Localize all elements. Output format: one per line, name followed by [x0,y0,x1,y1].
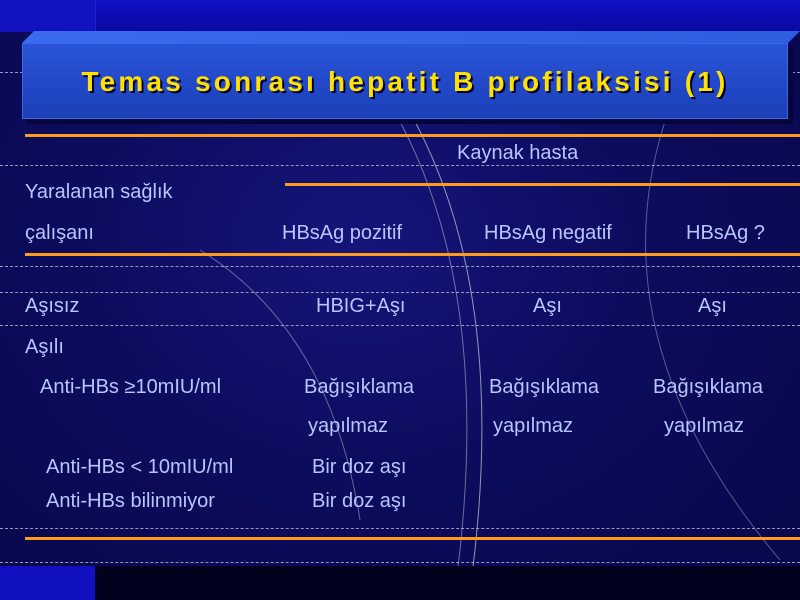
rule-header [285,183,800,186]
table-cell: Bir doz aşı [312,456,407,478]
table-cell: Aşı [698,295,727,317]
dash-line [0,292,800,293]
table-cell: yapılmaz [308,415,389,437]
row-header-line1: Yaralanan sağlık [25,181,173,203]
dash-line [0,562,800,563]
table-cell: Aşı [533,295,562,317]
table-cell: HBIG+Aşı [316,295,406,317]
rule-bottom [25,537,800,540]
table-cell: Bir doz aşı [312,490,407,512]
table-cell: yapılmaz [493,415,574,437]
column-header: HBsAg negatif [484,222,612,244]
table-cell: yapılmaz [664,415,745,437]
rule-top [25,134,800,137]
row-label: Aşısız [25,295,80,317]
row-header-line2: çalışanı [25,222,94,244]
table-cell: Bağışıklama [304,376,415,398]
column-header: HBsAg ? [686,222,765,244]
table-cell: Bağışıklama [653,376,764,398]
row-label: Anti-HBs ≥10mIU/ml [40,376,222,398]
group-header: Kaynak hasta [457,142,579,164]
title-box [22,43,788,119]
row-label: Anti-HBs bilinmiyor [46,490,215,512]
table-cell: Bağışıklama [489,376,600,398]
slide-title: Temas sonrası hepatit B profilaksisi (1) [81,66,729,97]
row-label: Aşılı [25,336,64,358]
rule-columns [25,253,800,256]
dash-line [0,165,800,166]
dash-line [0,325,800,326]
dash-line [0,528,800,529]
row-label: Anti-HBs < 10mIU/ml [46,456,234,478]
bottom-left-square [0,566,95,600]
column-header: HBsAg pozitif [282,222,403,244]
dash-line [0,266,800,267]
bottom-band [0,566,800,600]
